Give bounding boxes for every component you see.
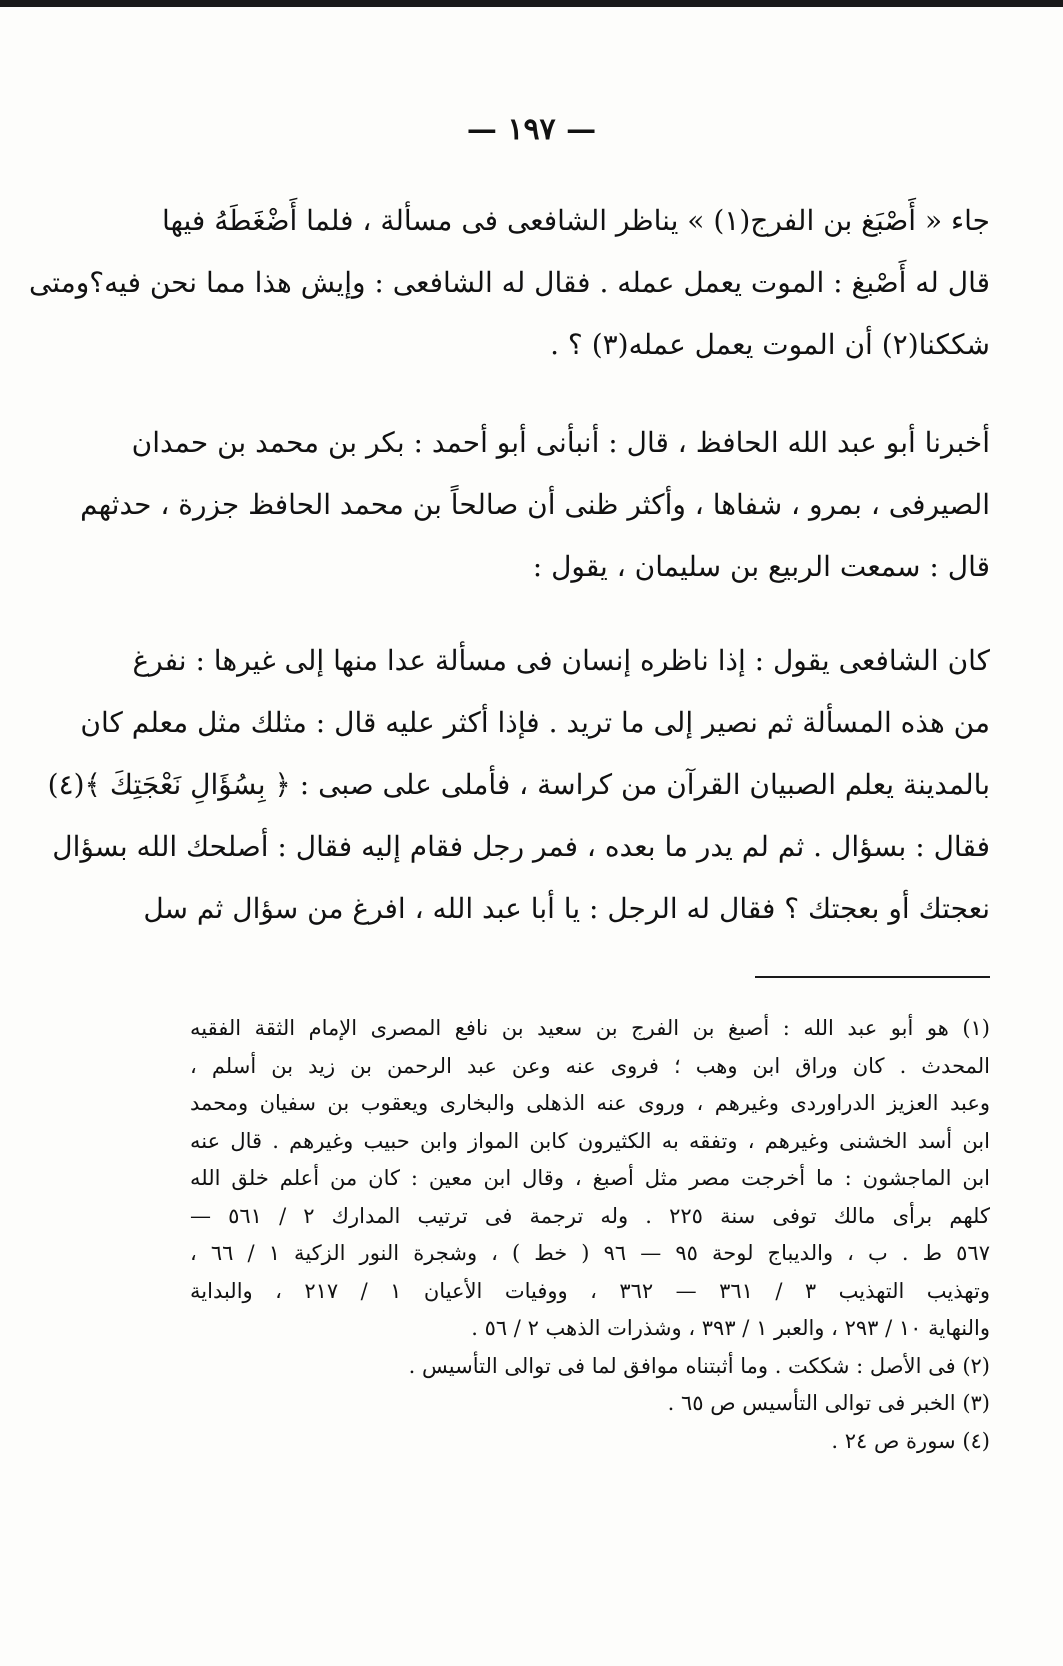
text-line: قال له أَصْبغ : الموت يعمل عمله . فقال له الشافعى : وإيش هذا مما نحن فيه؟ومتى bbox=[28, 266, 990, 299]
footnote-4: (٤) سورة ص ٢٤ . bbox=[831, 1428, 990, 1453]
footnote-line: كلهم برأى مالك توفى سنة ٢٢٥ . وله ترجمة فى ترتيب المدارك ٢ / ٥٦١ — bbox=[190, 1203, 990, 1228]
scan-top-border bbox=[0, 0, 1063, 7]
footnote-line: وعبد العزيز الدراوردى وغيرهم ، وروى عنه الذهلى والبخارى ويعقوب بن سفيان ومحمد bbox=[190, 1091, 990, 1115]
footnote-line: (١) هو أبو عبد الله : أصبغ بن الفرج بن سعيد بن نافع المصرى الإمام الثقة الفقيه bbox=[190, 1016, 990, 1040]
text-line: فقال : بسؤال . ثم لم يدر ما بعده ، فمر رجل فقام إليه فقال : أصلحك الله بسؤال bbox=[52, 830, 990, 863]
page-number: — ١٩٧ — bbox=[466, 112, 597, 147]
paragraph-teacher-story bbox=[47, 630, 990, 940]
text-line: شككنا(٢) أن الموت يعمل عمله(٣) ؟ . bbox=[550, 328, 990, 361]
footnote-line: المحدث . كان وراق ابن وهب ؛ فروى عنه وعن عبد الرحمن بن زيد بن أسلم ، bbox=[190, 1053, 990, 1078]
text-line: الصيرفى ، بمرو ، شفاها ، وأكثر ظنى أن صالحاً بن محمد الحافظ جزرة ، حدثهم bbox=[80, 488, 990, 521]
text-line: بالمدينة يعلم الصبيان القرآن من كراسة ، فأملى على صبى : ﴿ بِسُؤَالِ نَعْجَتِكَ ﴾(٤) bbox=[47, 768, 990, 801]
text-line: أخبرنا أبو عبد الله الحافظ ، قال : أنبأنى أبو أحمد : بكر بن محمد بن حمدان bbox=[131, 426, 990, 459]
footnote-line: ٥٦٧ ط . ب ، والديباج لوحة ٩٥ — ٩٦ ( خط ) ، وشجرة النور الزكية ١ / ٦٦ ، bbox=[190, 1241, 990, 1265]
footnote-separator bbox=[755, 976, 990, 978]
text-line: جاء « أَصْبَغ بن الفرج(١) » يناظر الشافعى فى مسألة ، فلما أَضْغَطَهُ فيها bbox=[162, 204, 990, 237]
text-line: من هذه المسألة ثم نصير إلى ما تريد . فإذا أكثر عليه قال : مثلك مثل معلم كان bbox=[80, 706, 990, 739]
text-line: كان الشافعى يقول : إذا ناظره إنسان فى مسألة عدا منها إلى غيرها : نفرغ bbox=[132, 644, 990, 677]
footnote-line: ابن أسد الخشنى وغيرهم ، وتفقه به الكثيرون كابن المواز وابن حبيب وغيرهم . قال عنه bbox=[190, 1128, 990, 1153]
paragraph-asbagh-debate bbox=[28, 190, 990, 376]
footnote-line: والنهاية ١٠ / ٢٩٣ ، والعبر ١ / ٣٩٣ ، وشذرات الذهب ٢ / ٥٦ . bbox=[471, 1316, 990, 1340]
paragraph-isnad bbox=[80, 412, 990, 598]
text-line: قال : سمعت الربيع بن سليمان ، يقول : bbox=[532, 550, 990, 583]
footnote-line: ابن الماجشون : ما أخرجت مصر مثل أصبغ ، وقال ابن معين : كان من أعلم خلق الله bbox=[190, 1166, 990, 1190]
footnote-3: (٣) الخبر فى توالى التأسيس ص ٦٥ . bbox=[667, 1391, 990, 1415]
text-line: نعجتك أو بعجتك ؟ فقال له الرجل : يا أبا عبد الله ، افرغ من سؤال ثم سل bbox=[143, 892, 990, 925]
footnote-2: (٢) فى الأصل : شككت . وما أثبتناه موافق لما فى توالى التأسيس . bbox=[408, 1353, 990, 1378]
footnote-line: وتهذيب التهذيب ٣ / ٣٦١ — ٣٦٢ ، ووفيات الأعيان ١ / ٢١٧ ، والبداية bbox=[190, 1278, 990, 1303]
footnotes bbox=[190, 1010, 990, 1460]
